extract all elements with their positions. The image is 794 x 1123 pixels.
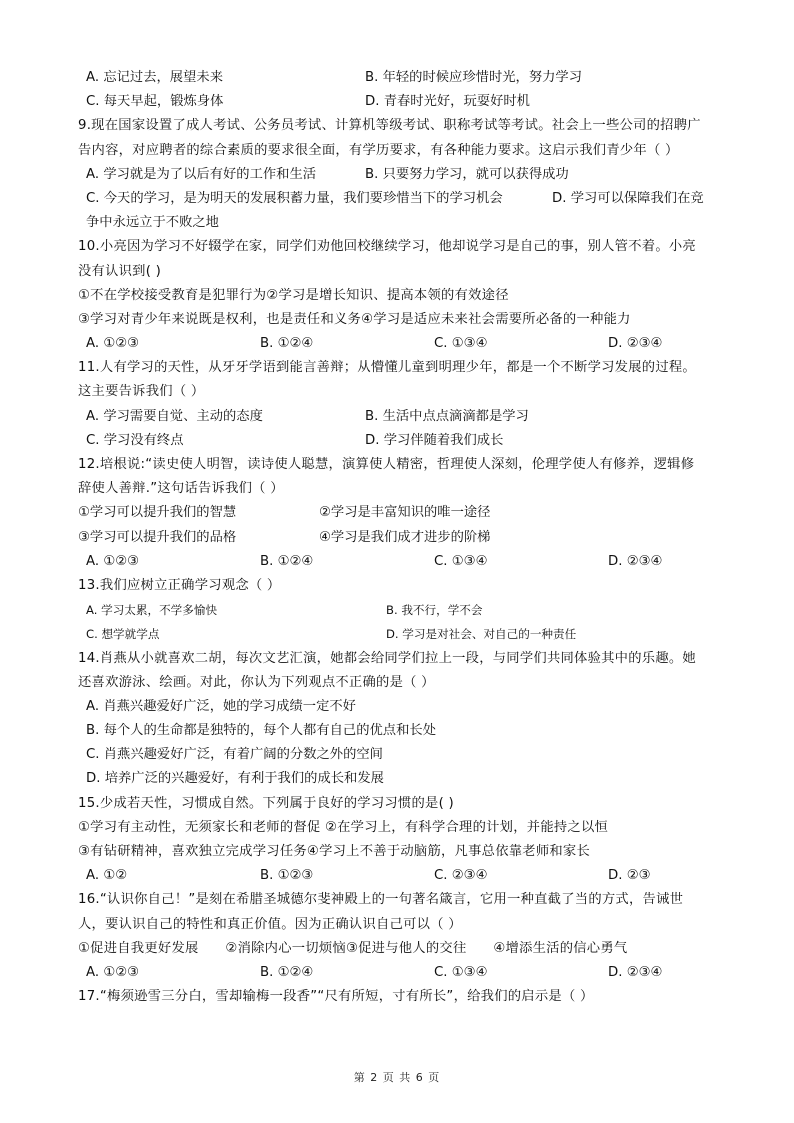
top-options-row-2 bbox=[76, 90, 736, 114]
q10-stem-line-2: 没有认识到( ) bbox=[78, 263, 162, 279]
q12-option-d: D. ②③④ bbox=[608, 553, 663, 569]
q13-option-c: C. 想学就学点 bbox=[86, 627, 160, 642]
q16-options-row bbox=[76, 961, 736, 985]
q14-option-c-row bbox=[76, 743, 736, 767]
q12-stem-line-1: 12.培根说:“读史使人明智，读诗使人聪慧，演算使人精密，哲理使人深刻，伦理学使人有修养，逻辑修 bbox=[78, 457, 695, 472]
q9-option-d: D. 学习可以保障我们在竞 bbox=[552, 190, 704, 206]
q13-options-row-2 bbox=[76, 622, 736, 646]
q10-option-c: C. ①③④ bbox=[434, 336, 488, 352]
page-footer: 第 2 页 共 6 页 bbox=[353, 1071, 441, 1084]
q10-options-row bbox=[76, 332, 736, 356]
option-a: A. 忘记过去，展望未来 bbox=[86, 70, 223, 85]
q14-option-b-row bbox=[76, 719, 736, 743]
q13-option-b: B. 我不行，学不会 bbox=[386, 603, 483, 618]
q12-statement-3: ③学习可以提升我们的品格 bbox=[78, 529, 237, 545]
q9-option-a: A. 学习就是为了以后有好的工作和生活 bbox=[86, 166, 317, 182]
option-d: D. 青春时光好，玩耍好时机 bbox=[365, 94, 530, 110]
q13-option-a: A. 学习太累，不学多愉快 bbox=[86, 603, 218, 618]
q15-option-d: D. ②③ bbox=[608, 868, 651, 884]
q14-option-b: B. 每个人的生命都是独特的，每个人都有自己的优点和长处 bbox=[86, 723, 436, 739]
q16-stem-line-1: 16.“认识你自己！”是刻在希腊圣城德尔斐神殿上的一句著名箴言，它用一种直截了当的方式，告诫世 bbox=[78, 892, 684, 908]
q13-option-d: D. 学习是对社会、对自己的一种责任 bbox=[386, 627, 577, 642]
q12-statement-4: ④学习是我们成才进步的阶梯 bbox=[319, 529, 491, 545]
option-b: B. 年轻的时候应珍惜时光，努力学习 bbox=[365, 70, 583, 85]
q14-stem-line-2: 还喜欢游泳、绘画。对此，你认为下列观点不正确的是（ ） bbox=[78, 674, 435, 690]
q17-stem: 17.“梅须逊雪三分白，雪却输梅一段香”“尺有所短，寸有所长”，给我们的启示是（ ） bbox=[78, 989, 594, 1005]
q15-stem: 15.少成若天性，习惯成自然。下列属于良好的学习习惯的是( ) bbox=[78, 795, 454, 811]
q14-option-a-row bbox=[76, 695, 736, 719]
q10-statements-2: ③学习对青少年来说既是权利，也是责任和义务④学习是适应未来社会需要所必备的一种能力 bbox=[78, 311, 631, 327]
q11-option-d: D. 学习伴随着我们成长 bbox=[365, 432, 504, 448]
q12-statements-row-2 bbox=[76, 526, 736, 550]
q16-stem-line-2: 人，要认识自己的特性和真正价值。因为正确认识自己可以（ ） bbox=[78, 916, 462, 932]
q16-statements: ①促进自我更好发展 ②消除内心一切烦恼③促进与他人的交往 ④增添生活的信心勇气 bbox=[78, 940, 628, 956]
q14-stem-line-1: 14.肖燕从小就喜欢二胡，每次文艺汇演，她都会给同学们拉上一段，与同学们共同体验其中的乐趣。她 bbox=[78, 650, 696, 666]
q11-option-a: A. 学习需要自觉、主动的态度 bbox=[86, 408, 263, 424]
q16-option-a: A. ①②③ bbox=[86, 964, 140, 980]
q12-statement-1: ①学习可以提升我们的智慧 bbox=[78, 505, 237, 521]
q11-option-b: B. 生活中点点滴滴都是学习 bbox=[365, 408, 529, 424]
exam-page bbox=[76, 66, 736, 1009]
q9-options-row-2 bbox=[76, 187, 736, 211]
q14-option-d-row bbox=[76, 767, 736, 791]
q11-stem-line-2: 这主要告诉我们（ ） bbox=[78, 384, 205, 400]
q9-stem-line-1: 9.现在国家设置了成人考试、公务员考试、计算机等级考试、职称考试等考试。社会上一些公司的招聘广 bbox=[78, 118, 701, 134]
q16-option-d: D. ②③④ bbox=[608, 964, 663, 980]
q9-option-b: B. 只要努力学习，就可以获得成功 bbox=[365, 166, 569, 182]
q9-stem-line-2: 告内容，对应聘者的综合素质的要求很全面，有学历要求，有各种能力要求。这启示我们青少年（ ） bbox=[78, 142, 679, 158]
q12-statement-2: ②学习是丰富知识的唯一途径 bbox=[319, 505, 491, 521]
q11-options-row-1 bbox=[76, 405, 736, 429]
q12-option-a: A. ①②③ bbox=[86, 553, 140, 569]
q11-option-c: C. 学习没有终点 bbox=[86, 432, 184, 448]
q10-stem-line-1: 10.小亮因为学习不好辍学在家，同学们劝他回校继续学习，他却说学习是自己的事，别人管不着。小亮 bbox=[78, 239, 696, 255]
q10-option-a: A. ①②③ bbox=[86, 336, 140, 352]
q12-stem-line-2: 辞使人善辩.”这句话告诉我们（ ） bbox=[78, 481, 284, 497]
q12-option-b: B. ①②④ bbox=[260, 553, 314, 569]
q13-options-row-1 bbox=[76, 598, 736, 622]
top-options-row-1 bbox=[76, 66, 736, 90]
q11-options-row-2 bbox=[76, 429, 736, 453]
q14-option-d: D. 培养广泛的兴趣爱好，有利于我们的成长和发展 bbox=[86, 771, 384, 787]
q10-option-b: B. ①②④ bbox=[260, 336, 314, 352]
q12-statements-row-1 bbox=[76, 501, 736, 525]
q9-option-d-continuation: 争中永远立于不败之地 bbox=[86, 215, 219, 231]
q16-option-b: B. ①②④ bbox=[260, 964, 314, 980]
q15-options-row bbox=[76, 864, 736, 888]
q10-option-d: D. ②③④ bbox=[608, 336, 663, 352]
q15-statements-1: ①学习有主动性，无须家长和老师的督促 ②在学习上，有科学合理的计划，并能持之以恒 bbox=[78, 819, 609, 835]
q14-option-a: A. 肖燕兴趣爱好广泛，她的学习成绩一定不好 bbox=[86, 698, 356, 714]
q13-stem: 13.我们应树立正确学习观念（ ） bbox=[78, 577, 281, 593]
q9-option-c: C. 今天的学习，是为明天的发展积蓄力量，我们要珍惜当下的学习机会 bbox=[86, 190, 503, 206]
q14-option-c: C. 肖燕兴趣爱好广泛，有着广阔的分数之外的空间 bbox=[86, 747, 383, 763]
q12-option-c: C. ①③④ bbox=[434, 553, 488, 569]
option-c: C. 每天早起，锻炼身体 bbox=[86, 94, 224, 110]
q15-option-a: A. ①② bbox=[86, 868, 128, 884]
q15-statements-2: ③有钻研精神，喜欢独立完成学习任务④学习上不善于动脑筋，凡事总依靠老师和家长 bbox=[78, 844, 591, 859]
q15-option-b: B. ①②③ bbox=[260, 868, 314, 884]
q15-option-c: C. ②③④ bbox=[434, 868, 488, 884]
q11-stem-line-1: 11.人有学习的天性，从牙牙学语到能言善辩；从懵懂儿童到明理少年，都是一个不断学习发展的过程。 bbox=[78, 360, 696, 376]
q16-option-c: C. ①③④ bbox=[434, 964, 488, 980]
q12-options-row bbox=[76, 550, 736, 574]
q9-option-d-continued bbox=[76, 211, 736, 235]
q10-statements-1: ①不在学校接受教育是犯罪行为②学习是增长知识、提高本领的有效途径 bbox=[78, 287, 509, 303]
q9-options-row-1 bbox=[76, 163, 736, 187]
